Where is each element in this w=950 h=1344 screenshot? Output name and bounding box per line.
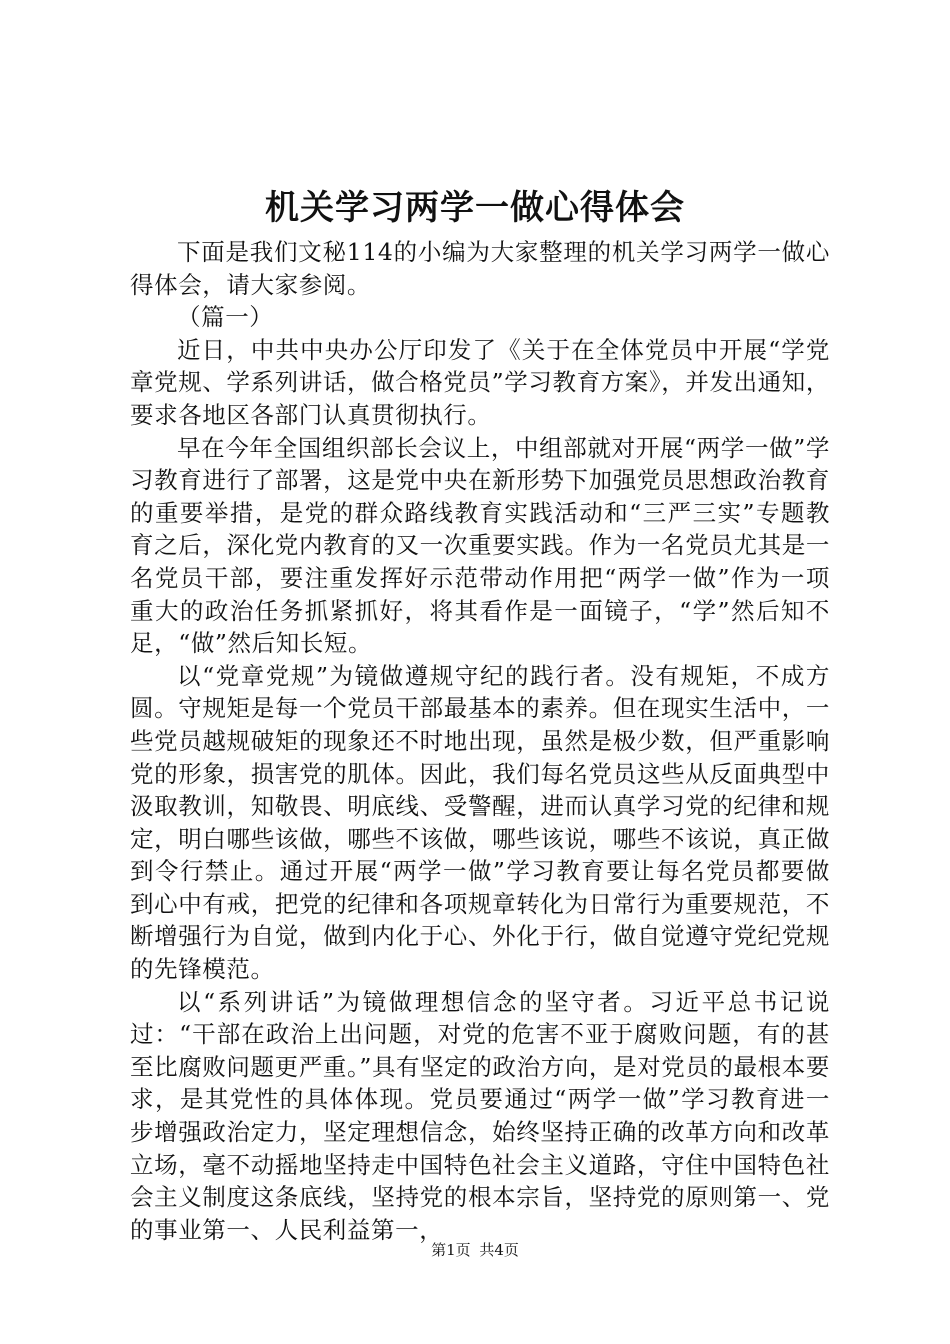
body-paragraph: 早在今年全国组织部长会议上，中组部就对开展“两学一做”学习教育进行了部署，这是党中央在新形势下加强党员思想政治教育的重要举措，是党的群众路线教育实践活动和“三严三实”专题教育之后，深化党内教育的又一次重要实践。作为一名党员尤其是一名党员干部，要注重发挥好示范带动作用把“两学一做”作为一项重大的政治任务抓紧抓好，将其看作是一面镜子，“学”然后知不足，“做”然后知长短。 bbox=[130, 433, 830, 658]
document-title: 机关学习两学一做心得体会 bbox=[265, 188, 685, 228]
page-number: 第1页 bbox=[431, 1241, 471, 1259]
body-paragraph: 以“党章党规”为镜做遵规守纪的践行者。没有规矩，不成方圆。守规矩是每一个党员干部最基本的素养。但在现实生活中，一些党员越规破矩的现象还不时地出现，虽然是极少数，但严重影响党的形象，损害党的肌体。因此，我们每名党员这些从反面典型中汲取教训，知敬畏、明底线、受警醒，进而认真学习党的纪律和规定，明白哪些该做，哪些不该做，哪些该说，哪些不该说，真正做到令行禁止。通过开展“两学一做”学习教育要让每名党员都要做到心中有戒，把党的纪律和各项规章转化为日常行为重要规范，不断增强行为自觉，做到内化于心、外化于行，做自觉遵守党纪党规的先锋模范。 bbox=[130, 661, 830, 984]
page-footer bbox=[0, 1240, 950, 1260]
body-paragraph: 近日，中共中央办公厅印发了《关于在全体党员中开展“学党章党规、学系列讲话，做合格党员”学习教育方案》，并发出通知，要求各地区各部门认真贯彻执行。 bbox=[130, 335, 830, 429]
page-total: 共4页 bbox=[479, 1241, 519, 1259]
body-paragraph: 以“系列讲话”为镜做理想信念的坚守者。习近平总书记说过：“干部在政治上出问题，对党的危害不亚于腐败问题，有的甚至比腐败问题更严重。”具有坚定的政治方向，是对党员的最根本要求，是其党性的具体体现。党员要通过“两学一做”学习教育进一步增强政治定力，坚定理想信念，始终坚持正确的改革方向和改革立场，毫不动摇地坚持走中国特色社会主义道路，守住中国特色社会主义制度这条底线，坚持党的根本宗旨，坚持党的原则第一、党的事业第一、人民利益第一， bbox=[130, 987, 830, 1244]
document-body bbox=[130, 236, 830, 1246]
section-heading: （篇一） bbox=[177, 303, 274, 332]
intro-paragraph: 下面是我们文秘114的小编为大家整理的机关学习两学一做心得体会，请大家参阅。 bbox=[130, 238, 830, 299]
